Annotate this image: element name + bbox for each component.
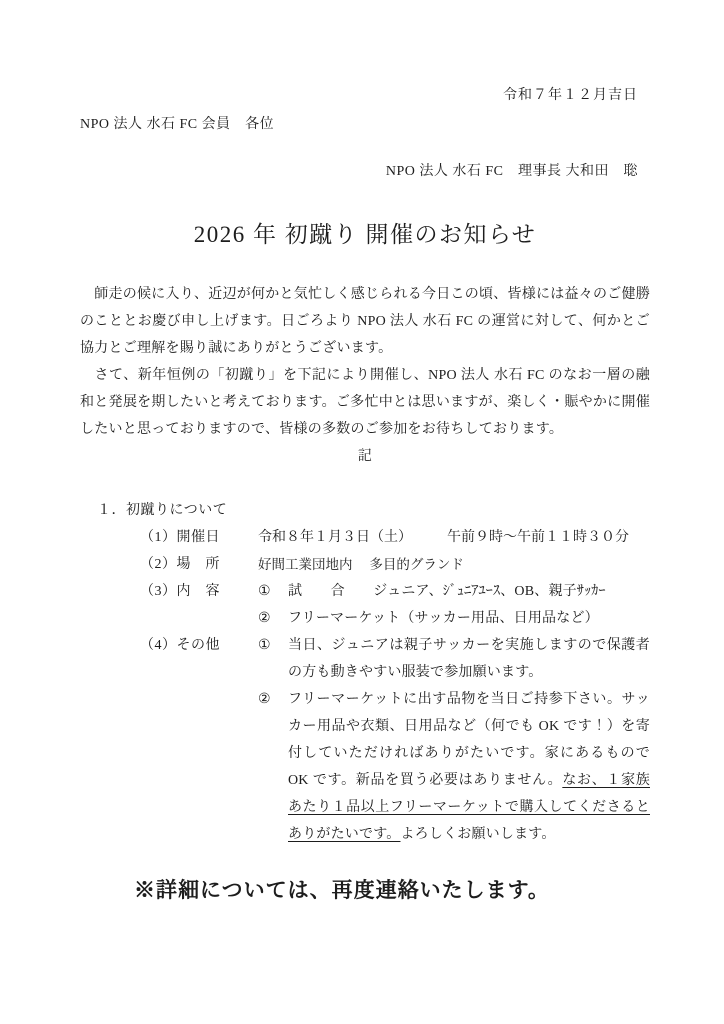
body-text xyxy=(80,281,650,443)
detail-row-place xyxy=(140,551,650,578)
detail-label-place: （2）場 所 xyxy=(140,557,220,572)
detail-value-contents xyxy=(258,578,650,632)
document-title: 2026 年 初蹴り 開催のお知らせ xyxy=(193,222,537,247)
record-marker: 記 xyxy=(357,449,373,464)
detail-value-date: 令和８年１月３日（土） 午前９時～午前１１時３０分 xyxy=(258,530,629,545)
section-heading: １．初蹴りについて xyxy=(97,503,228,518)
detail-label-date: （1）開催日 xyxy=(140,530,220,545)
sender-line: NPO 法人 水石 FC 理事長 大和田 聡 xyxy=(385,164,638,179)
other-note2-text xyxy=(288,686,650,848)
document-date: 令和７年１２月吉日 xyxy=(503,88,638,103)
other-note2-text-start: フリーマーケットに出す品物を当日ご持参下さい。サッカー用品や衣類、日用品など（何でも OK です！）を寄付していただければありがたいです。家にあるもので OK です。新品を買う必要はありません。 xyxy=(288,692,650,788)
detail-row-other xyxy=(140,632,650,848)
other-note1-text: 当日、ジュニアは親子サッカーを実施しますので保護者の方も動きやすい服装で参加願います。 xyxy=(288,638,650,680)
detail-value-place: 好間工業団地内 多目的グランド xyxy=(258,557,464,572)
detail-label-contents: （3）内 容 xyxy=(140,584,220,599)
circled-one-marker: ① xyxy=(258,638,271,653)
footer-note: ※詳細については、再度連絡いたします。 xyxy=(134,878,550,902)
other-note1-row xyxy=(258,632,650,686)
detail-value-other xyxy=(258,632,650,848)
contents-fleamarket-row xyxy=(258,605,650,632)
other-note2-row xyxy=(258,686,650,848)
other-note2-text-underlined: なお、１家族あたり１品以上フリーマーケットで購入してくださるとありがたいです。 xyxy=(288,773,650,842)
circled-two-marker: ② xyxy=(258,692,271,707)
announcement-paragraph: さて、新年恒例の「初蹴り」を下記により開催し、NPO 法人 水石 FC のなお一層の融和と発展を期したいと考えております。ご多忙中とは思いますが、楽しく・賑やかに開催したいと思っておりますので、皆様の多数のご参加をお待ちしております。 xyxy=(80,368,650,437)
detail-row-contents xyxy=(140,578,650,632)
contents-fleamarket-text: フリーマーケット（サッカー用品、日用品など） xyxy=(288,611,599,626)
detail-row-date xyxy=(140,524,650,551)
circled-two-marker: ② xyxy=(258,611,271,626)
detail-label-other: （4）その他 xyxy=(140,638,220,653)
other-note2-text-end: よろしくお願いします。 xyxy=(400,827,556,842)
greeting-paragraph: 師走の候に入り、近辺が何かと気忙しく感じられる今日この頃、皆様には益々のご健勝のこととお慶び申し上げます。日ごろより NPO 法人 水石 FC の運営に対して、何かとご協力とご理解を賜り誠にありがとうございます。 xyxy=(80,287,650,356)
contents-match-row xyxy=(258,578,650,605)
contents-match-text: 試 合 ジュニア、ｼﾞｭﾆｱﾕｰｽ、OB、親子ｻｯｶｰ xyxy=(288,584,606,599)
recipient-line: NPO 法人 水石 FC 会員 各位 xyxy=(80,117,275,132)
circled-one-marker: ① xyxy=(258,584,271,599)
